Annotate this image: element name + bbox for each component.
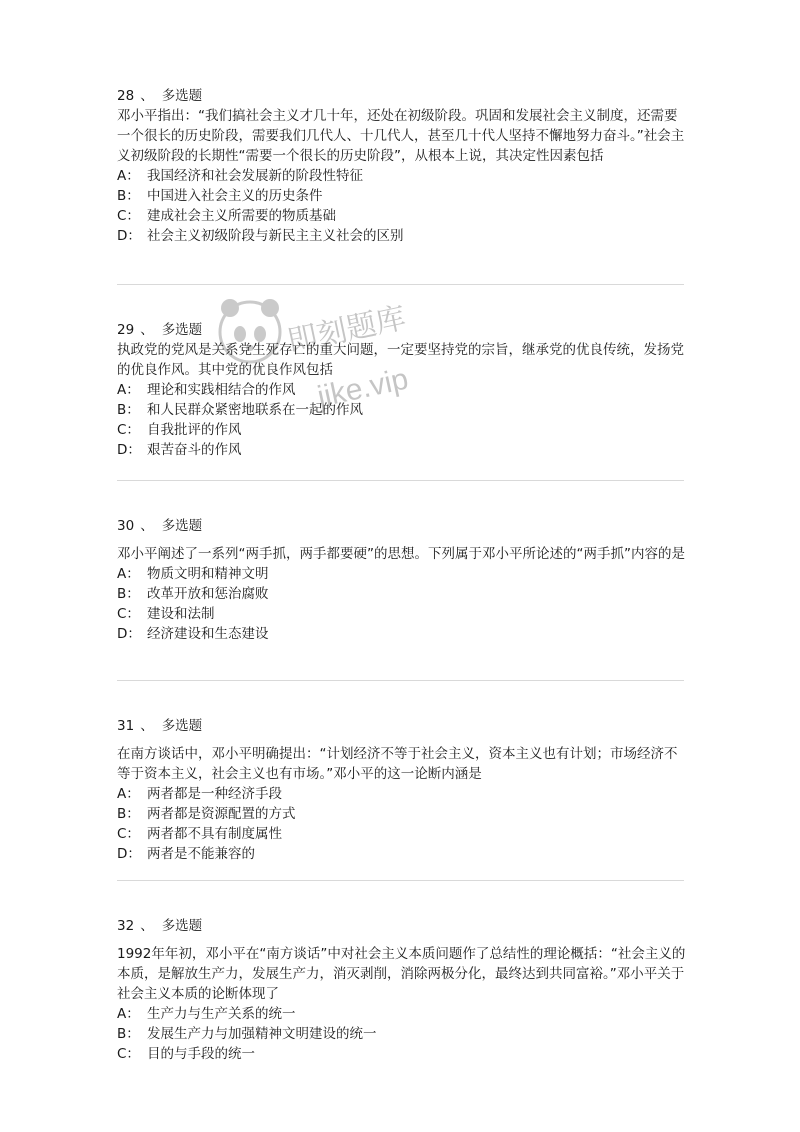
- question-header: [117, 716, 687, 736]
- option-c[interactable]: [117, 824, 687, 844]
- option-text: 两者都是一种经济手段: [147, 786, 282, 802]
- option-letter: D：: [117, 228, 141, 244]
- option-a[interactable]: [117, 1004, 687, 1024]
- option-letter: C：: [117, 826, 140, 842]
- question-stem: 邓小平指出：“我们搞社会主义才几十年，还处在初级阶段。巩固和发展社会主义制度，还需要一个很长的历史阶段，需要我们几代人、十几代人，甚至几十代人坚持不懈地努力奋斗。”社会主义初级阶段的长期性“需要一个很长的历史阶段”，从根本上说，其决定性因素包括: [117, 108, 685, 164]
- question-type: 多选题: [161, 322, 203, 338]
- question-header: [117, 916, 687, 936]
- option-letter: B：: [117, 806, 140, 822]
- question-number: 32: [117, 918, 135, 934]
- option-a[interactable]: [117, 166, 687, 186]
- option-b[interactable]: [117, 186, 687, 206]
- option-text: 目的与手段的统一: [147, 1046, 255, 1062]
- option-letter: C：: [117, 606, 140, 622]
- question-30: [117, 516, 687, 644]
- option-c[interactable]: [117, 420, 687, 440]
- option-letter: C：: [117, 1046, 140, 1062]
- question-separator: 、: [140, 322, 154, 338]
- question-number: 30: [117, 518, 135, 534]
- question-header: [117, 86, 687, 106]
- option-letter: A：: [117, 786, 140, 802]
- option-text: 两者是不能兼容的: [147, 846, 255, 862]
- question-stem: 邓小平阐述了一系列“两手抓，两手都要硬”的思想。下列属于邓小平所论述的“两手抓”内容的是: [117, 546, 685, 562]
- option-text: 建成社会主义所需要的物质基础: [147, 208, 336, 224]
- option-text: 改革开放和惩治腐败: [147, 586, 269, 602]
- question-number: 28: [117, 88, 135, 104]
- option-a[interactable]: [117, 784, 687, 804]
- option-c[interactable]: [117, 1044, 687, 1064]
- question-32: [117, 916, 687, 1064]
- question-divider: [117, 284, 684, 285]
- option-text: 两者都不具有制度属性: [147, 826, 282, 842]
- option-c[interactable]: [117, 604, 687, 624]
- option-text: 建设和法制: [147, 606, 215, 622]
- option-letter: C：: [117, 422, 140, 438]
- option-letter: A：: [117, 1006, 140, 1022]
- option-d[interactable]: [117, 440, 687, 460]
- option-text: 社会主义初级阶段与新民主主义社会的区别: [147, 228, 404, 244]
- option-letter: D：: [117, 626, 141, 642]
- option-d[interactable]: [117, 624, 687, 644]
- option-text: 生产力与生产关系的统一: [147, 1006, 296, 1022]
- option-text: 我国经济和社会发展新的阶段性特征: [147, 168, 363, 184]
- option-text: 物质文明和精神文明: [147, 566, 269, 582]
- option-letter: D：: [117, 442, 141, 458]
- question-divider: [117, 480, 684, 481]
- watermark-url: jike.vip: [314, 362, 412, 414]
- option-letter: C：: [117, 208, 140, 224]
- question-29: [117, 320, 687, 460]
- question-28: [117, 86, 687, 246]
- option-d[interactable]: [117, 226, 687, 246]
- question-header: [117, 516, 687, 536]
- question-type: 多选题: [161, 718, 203, 734]
- option-letter: A：: [117, 168, 140, 184]
- option-letter: B：: [117, 402, 140, 418]
- question-type: 多选题: [161, 88, 203, 104]
- question-stem: 1992年年初，邓小平在“南方谈话”中对社会主义本质问题作了总结性的理论概括：“社会主义的本质，是解放生产力，发展生产力，消灭剥削，消除两极分化，最终达到共同富裕。”邓小平关于社会主义本质的论断体现了: [117, 946, 686, 1002]
- watermark-text: 即刻题库: [284, 301, 409, 359]
- option-letter: A：: [117, 566, 140, 582]
- option-text: 两者都是资源配置的方式: [147, 806, 296, 822]
- question-stem: 执政党的党风是关系党生死存亡的重大问题，一定要坚持党的宗旨，继承党的优良传统，发扬党的优良作风。其中党的优良作风包括: [117, 342, 684, 378]
- question-type: 多选题: [161, 918, 203, 934]
- option-letter: B：: [117, 1026, 140, 1042]
- option-d[interactable]: [117, 844, 687, 864]
- question-number: 29: [117, 322, 135, 338]
- option-c[interactable]: [117, 206, 687, 226]
- question-divider: [117, 880, 684, 881]
- question-divider: [117, 680, 684, 681]
- question-separator: 、: [140, 918, 154, 934]
- question-31: [117, 716, 687, 864]
- question-stem: 在南方谈话中，邓小平明确提出：“计划经济不等于社会主义，资本主义也有计划；市场经济不等于资本主义，社会主义也有市场。”邓小平的这一论断内涵是: [117, 746, 678, 782]
- option-a[interactable]: [117, 380, 687, 400]
- option-letter: D：: [117, 846, 141, 862]
- option-b[interactable]: [117, 804, 687, 824]
- option-b[interactable]: [117, 1024, 687, 1044]
- option-text: 中国进入社会主义的历史条件: [147, 188, 323, 204]
- option-b[interactable]: [117, 584, 687, 604]
- option-letter: B：: [117, 586, 140, 602]
- question-separator: 、: [140, 88, 154, 104]
- option-text: 理论和实践相结合的作风: [147, 382, 296, 398]
- question-number: 31: [117, 718, 135, 734]
- option-text: 和人民群众紧密地联系在一起的作风: [147, 402, 363, 418]
- option-text: 发展生产力与加强精神文明建设的统一: [147, 1026, 377, 1042]
- option-letter: B：: [117, 188, 140, 204]
- option-text: 经济建设和生态建设: [147, 626, 269, 642]
- question-header: [117, 320, 687, 340]
- option-text: 艰苦奋斗的作风: [147, 442, 242, 458]
- option-b[interactable]: [117, 400, 687, 420]
- option-a[interactable]: [117, 564, 687, 584]
- question-separator: 、: [140, 518, 154, 534]
- option-text: 自我批评的作风: [147, 422, 242, 438]
- option-letter: A：: [117, 382, 140, 398]
- question-separator: 、: [140, 718, 154, 734]
- question-type: 多选题: [161, 518, 203, 534]
